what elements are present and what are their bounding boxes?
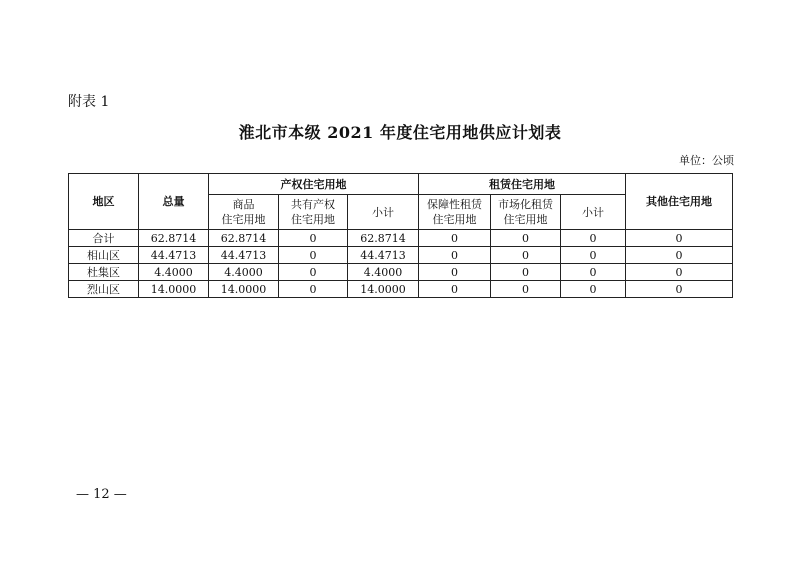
cell-region: 烈山区 — [69, 281, 139, 298]
header-total: 总量 — [139, 174, 209, 230]
cell-rental-subtotal: 0 — [561, 281, 626, 298]
cell-commercial: 44.4713 — [209, 247, 279, 264]
unit-label: 单位：公顷 — [679, 154, 734, 167]
cell-other: 0 — [626, 264, 733, 281]
supply-plan-table — [68, 173, 733, 298]
cell-region: 杜集区 — [69, 264, 139, 281]
cell-affordable-rental: 0 — [419, 264, 491, 281]
attachment-label: 附表 1 — [68, 94, 110, 110]
table-row — [69, 281, 733, 298]
cell-rental-subtotal: 0 — [561, 230, 626, 247]
header-property-subtotal: 小计 — [348, 195, 419, 230]
cell-shared: 0 — [279, 281, 348, 298]
header-rental-group: 租赁住宅用地 — [419, 174, 626, 195]
cell-affordable-rental: 0 — [419, 230, 491, 247]
header-commercial-housing: 商品 住宅用地 — [209, 195, 279, 230]
cell-total: 62.8714 — [139, 230, 209, 247]
cell-affordable-rental: 0 — [419, 281, 491, 298]
cell-affordable-rental: 0 — [419, 247, 491, 264]
cell-shared: 0 — [279, 247, 348, 264]
header-region: 地区 — [69, 174, 139, 230]
header-rental-subtotal: 小计 — [561, 195, 626, 230]
cell-rental-subtotal: 0 — [561, 247, 626, 264]
cell-total: 44.4713 — [139, 247, 209, 264]
header-other: 其他住宅用地 — [626, 174, 733, 230]
cell-commercial: 62.8714 — [209, 230, 279, 247]
header-shared-ownership: 共有产权 住宅用地 — [279, 195, 348, 230]
cell-other: 0 — [626, 247, 733, 264]
cell-region: 相山区 — [69, 247, 139, 264]
table-row — [69, 264, 733, 281]
header-market-rental: 市场化租赁 住宅用地 — [491, 195, 561, 230]
cell-market-rental: 0 — [491, 230, 561, 247]
header-row-groups — [69, 174, 733, 195]
table-row — [69, 247, 733, 264]
cell-market-rental: 0 — [491, 247, 561, 264]
cell-total: 4.4000 — [139, 264, 209, 281]
cell-commercial: 4.4000 — [209, 264, 279, 281]
document-title: 淮北市本级 2021 年度住宅用地供应计划表 — [238, 123, 562, 142]
cell-region: 合计 — [69, 230, 139, 247]
header-property-group: 产权住宅用地 — [209, 174, 419, 195]
cell-property-subtotal: 4.4000 — [348, 264, 419, 281]
cell-rental-subtotal: 0 — [561, 264, 626, 281]
cell-total: 14.0000 — [139, 281, 209, 298]
table-row — [69, 230, 733, 247]
cell-shared: 0 — [279, 264, 348, 281]
cell-property-subtotal: 14.0000 — [348, 281, 419, 298]
cell-commercial: 14.0000 — [209, 281, 279, 298]
cell-market-rental: 0 — [491, 264, 561, 281]
cell-other: 0 — [626, 281, 733, 298]
cell-property-subtotal: 44.4713 — [348, 247, 419, 264]
cell-market-rental: 0 — [491, 281, 561, 298]
cell-shared: 0 — [279, 230, 348, 247]
header-affordable-rental: 保障性租赁 住宅用地 — [419, 195, 491, 230]
cell-other: 0 — [626, 230, 733, 247]
cell-property-subtotal: 62.8714 — [348, 230, 419, 247]
page-number: — 12 — — [76, 487, 127, 502]
